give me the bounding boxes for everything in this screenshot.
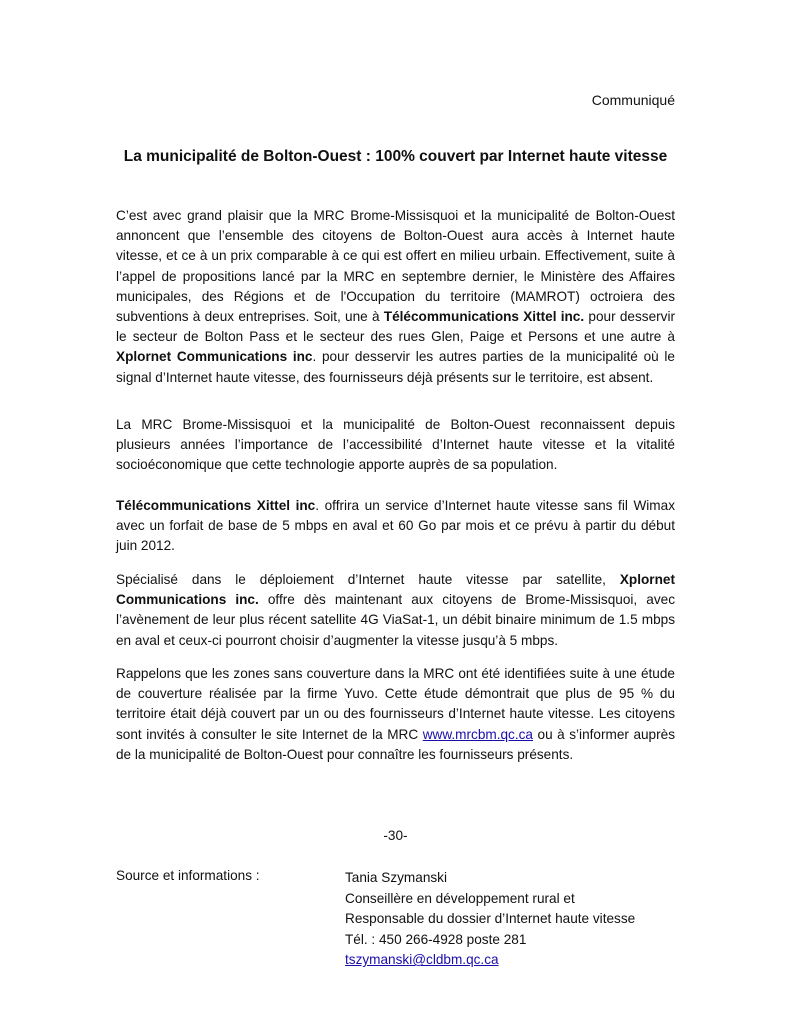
paragraph-coverage-study — [116, 664, 675, 765]
paragraph-text: C’est avec grand plaisir que la MRC Brome-Missisquoi et la municipalité de Bolton-Ouest annoncent que l’ensemble des citoyens de Bolton-Ouest aura accès à Internet haute vitesse, et ce à un prix comparable à ce qui est offert en milieu urbain. Effectivement, suite à l’appel de propositions lancé par la MRC en septembre dernier, le Ministère des Affaires municipales, des Régions et de l'Occupation du territoire (MAMROT) octroiera des subventions à deux entreprises. Soit, une à — [116, 208, 675, 325]
paragraph-text: . offrira un service d’Internet haute vitesse sans fil Wimax avec un forfait de base de 5 mbps en aval et 60 Go par mois et ce prévu à partir du début juin 2012. — [116, 498, 675, 554]
paragraph-xplornet — [116, 570, 675, 651]
source-label: Source et informations : — [116, 868, 260, 883]
company-name-xplornet: Xplornet Communications inc. — [116, 572, 675, 608]
contact-block — [345, 868, 635, 971]
company-name-xittel: Télécommunications Xittel inc. — [383, 309, 585, 325]
contact-phone: Tél. : 450 266-4928 poste 281 — [345, 931, 527, 947]
contact-name: Tania Szymanski — [345, 870, 447, 885]
paragraph-xittel — [116, 496, 675, 557]
paragraph-intro — [116, 206, 675, 388]
paragraph-text: pour desservir le secteur de Bolton Pass et le secteur des rues Glen, Paige et Persons et une autre à — [116, 309, 676, 345]
paragraph-text: Spécialisé dans le déploiement d’Internet haute vitesse par satellite, — [116, 572, 620, 587]
company-name-xittel: Télécommunications Xittel inc — [116, 498, 316, 513]
paragraph-text: La MRC Brome-Missisquoi et la municipalité de Bolton-Ouest reconnaissent depuis plusieurs années l’importance de l’accessibilité d’Internet haute vitesse et la vitalité socioéconomique que cette technologie apporte auprès de sa population. — [116, 417, 675, 473]
press-release-title: La municipalité de Bolton-Ouest : 100% couvert par Internet haute vitesse — [123, 148, 668, 165]
document-type-label: Communiqué — [591, 92, 675, 108]
paragraph-text: offre dès maintenant aux citoyens de Brome-Missisquoi, avec l’avènement de leur plus récent satellite 4G ViaSat-1, un débit binaire minimum de 1.5 mbps en aval et ceux-ci pourront choisir d’augmenter la vitesse jusqu’à 5 mbps. — [116, 592, 676, 648]
contact-email-link[interactable]: tszymanski@cldbm.qc.ca — [345, 952, 499, 968]
contact-role-line-1: Conseillère en développement rural et — [345, 890, 575, 906]
paragraph-text: ou à s’informer auprès de la municipalité de Bolton-Ouest pour connaître les fournisseurs présents. — [116, 726, 676, 762]
mrc-website-link[interactable]: www.mrcbm.qc.ca — [422, 726, 533, 742]
paragraph-text: Rappelons que les zones sans couverture dans la MRC ont été identifiées suite à une étude de couverture réalisée par la firme Yuvo. Cette étude démontrait que plus de 95 % du territoire était déjà couvert par un ou des fournisseurs d’Internet haute vitesse. Les citoyens sont invités à consulter le site Internet de la MRC — [116, 666, 675, 742]
contact-role-line-2: Responsable du dossier d’Internet haute vitesse — [345, 911, 636, 927]
paragraph-text: . pour desservir les autres parties de la municipalité où le signal d’Internet haute vitesse, des fournisseurs déjà présents sur le territoire, est absent. — [116, 349, 675, 385]
company-name-xplornet: Xplornet Communications inc — [116, 349, 313, 365]
paragraph-recognition — [116, 415, 675, 476]
end-marker: -30- — [383, 828, 408, 843]
